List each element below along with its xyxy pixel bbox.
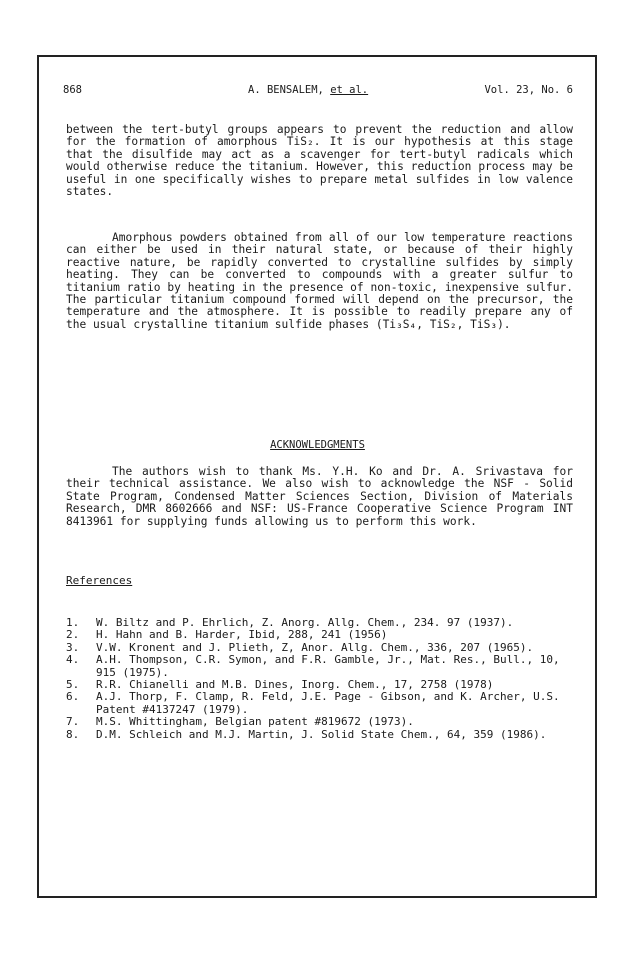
reference-text: H. Hahn and B. Harder, Ibid, 288, 241 (1956) bbox=[96, 628, 388, 642]
acknowledgments-heading bbox=[0, 439, 635, 451]
references-heading-text: References bbox=[66, 574, 133, 587]
acknowledgments-heading-text: ACKNOWLEDGMENTS bbox=[270, 439, 365, 451]
reference-text: R.R. Chianelli and M.B. Dines, Inorg. Chem., 17, 2758 (1978) bbox=[96, 678, 494, 692]
reference-text: A.H. Thompson, C.R. Symon, and F.R. Gamble, Jr., Mat. Res., Bull., 10, 915 (1975). bbox=[96, 653, 560, 679]
paragraph-amorphous-powders: Amorphous powders obtained from all of our low temperature reactions can either be used in their natural state, or because of their highly reactive nature, be rapidly converted to crystalline sulfides by simply heating. They can be converted to compounds with a greater sulfur to titanium ratio by heating in the presence of non-toxic, inexpensive sulfur. The particular titanium compound formed will depend on the precursor, the temperature and the atmosphere. It is possible to readily prepare any of the usual crystalline titanium sulfide phases (Ti₃S₄, TiS₂, TiS₃). bbox=[66, 231, 573, 331]
reference-text: A.J. Thorp, F. Clamp, R. Feld, J.E. Page - Gibson, and K. Archer, U.S. Patent #4137247 (1979). bbox=[96, 690, 560, 716]
reference-item bbox=[66, 716, 576, 728]
reference-text: V.W. Kronent and J. Plieth, Z, Anor. Allg. Chem., 336, 207 (1965). bbox=[96, 640, 534, 654]
reference-text: W. Biltz and P. Ehrlich, Z. Anorg. Allg. Chem., 234. 97 (1937). bbox=[96, 616, 514, 629]
header-et-al: et al. bbox=[330, 84, 369, 96]
reference-number: 1. bbox=[66, 616, 80, 629]
paragraph-continuation: between the tert-butyl groups appears to prevent the reduction and allow for the formation of amorphous TiS₂. It is our hypothesis at this stage that the disulfide may act as a scavenger for tert-butyl radicals which would otherwise reduce the titanium. However, this reduction process may be useful in one specifically wishes to prepare metal sulfides in low valence states. bbox=[66, 123, 573, 199]
reference-item bbox=[66, 729, 576, 741]
reference-number: 3. bbox=[66, 640, 80, 654]
header-author-name: A. BENSALEM, bbox=[248, 84, 324, 96]
references-heading bbox=[66, 574, 132, 587]
reference-number: 4. bbox=[66, 653, 80, 667]
page-number: 868 bbox=[63, 84, 82, 96]
reference-list bbox=[66, 617, 576, 741]
reference-number: 6. bbox=[66, 690, 80, 704]
reference-number: 5. bbox=[66, 678, 80, 692]
reference-number: 8. bbox=[66, 727, 80, 741]
reference-number: 2. bbox=[66, 628, 80, 642]
reference-text: D.M. Schleich and M.J. Martin, J. Solid State Chem., 64, 359 (1986). bbox=[96, 727, 547, 741]
journal-volume: Vol. 23, No. 6 bbox=[484, 84, 573, 96]
reference-text: M.S. Whittingham, Belgian patent #819672 (1973). bbox=[96, 715, 414, 729]
reference-item bbox=[66, 691, 576, 716]
reference-item bbox=[66, 654, 576, 679]
acknowledgments-text: The authors wish to thank Ms. Y.H. Ko and Dr. A. Srivastava for their technical assistance. We also wish to acknowledge the NSF - Solid State Program, Condensed Matter Sciences Section, Division of Materials Research, DMR 8602666 and NSF: US-France Cooperative Science Program INT 8413961 for supplying funds allowing us to perform this work. bbox=[66, 465, 573, 528]
reference-item bbox=[66, 629, 576, 641]
reference-number: 7. bbox=[66, 715, 80, 729]
header-authors bbox=[248, 84, 368, 97]
